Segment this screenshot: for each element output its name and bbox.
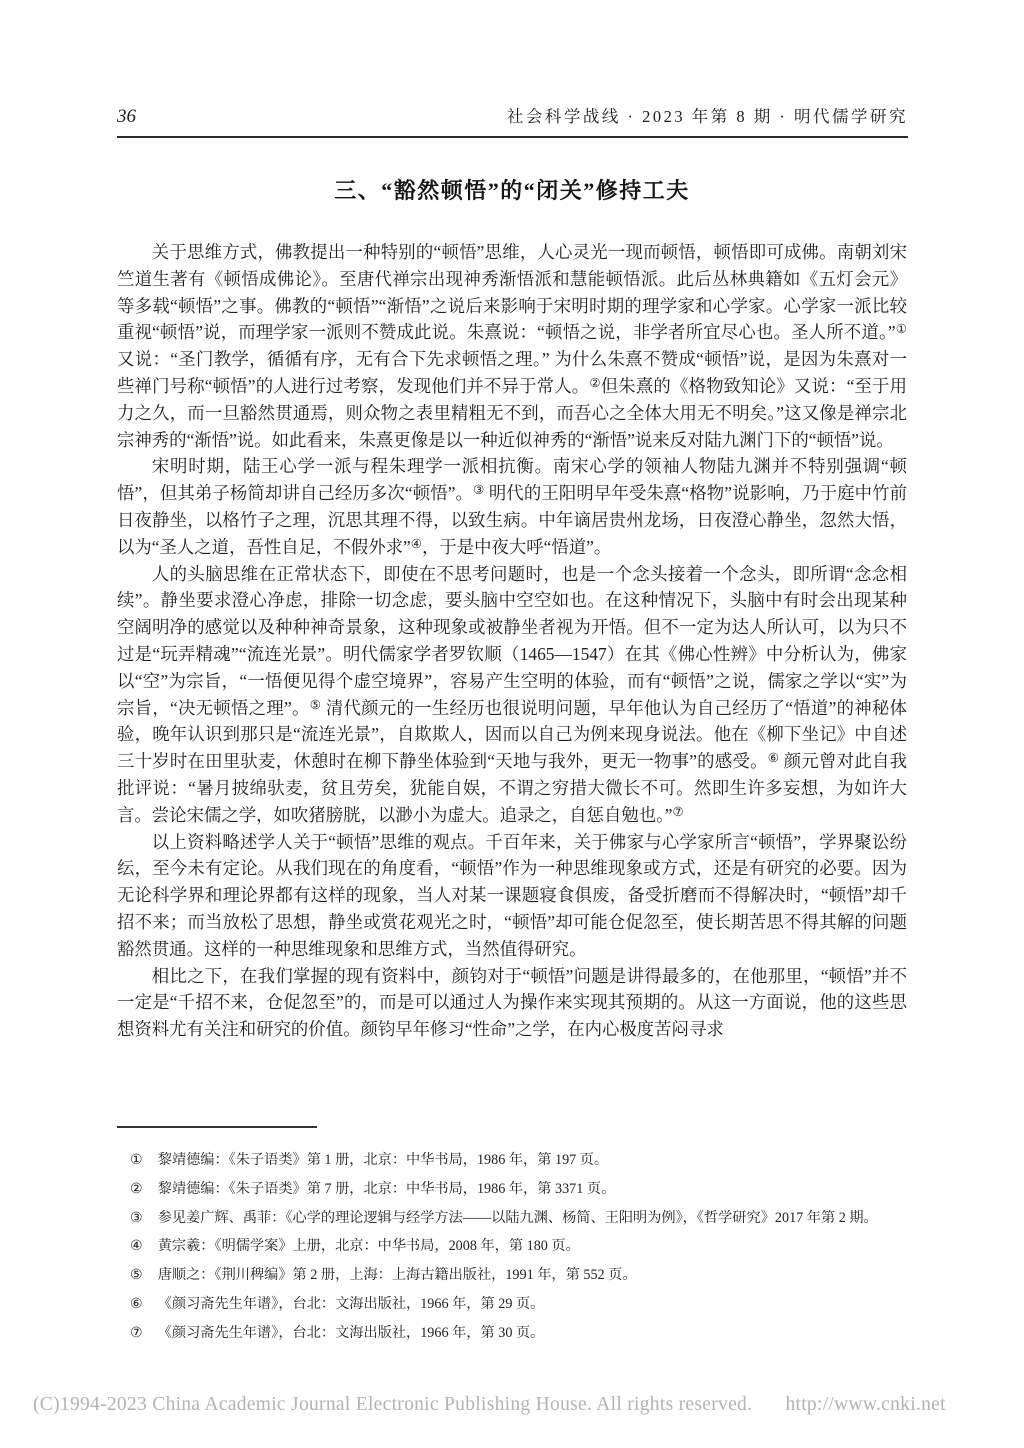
body-paragraph: 宋明时期，陆王心学一派与程朱理学一派相抗衡。南宋心学的领袖人物陆九渊并不特别强调“顿悟”，但其弟子杨简却讲自己经历多次“顿悟”。③ 明代的王阳明早年受朱熹“格物”说影响，乃于庭中竹前日夜静坐，以格竹子之理，沉思其理不得，以致生病。中年谪居贵州龙场，日夜澄心静坐，忽然大悟，以为“圣人之道，吾性自足，不假外求”④，于是中夜大呼“悟道”。	[117, 456, 907, 557]
footnote-text: 《颜习斋先生年谱》，台北：文海出版社，1966 年，第 30 页。	[157, 1324, 545, 1341]
section-title: 三、“豁然顿悟”的“闭关”修持工夫	[334, 178, 690, 203]
footnote-marker: ⑥	[130, 1295, 143, 1312]
cnki-url: http://www.cnki.net	[785, 1394, 946, 1415]
footnote-text: 参见姜广辉、禹菲：《心学的理论逻辑与经学方法——以陆九渊、杨简、王阳明为例》，《哲学研究》2017 年第 2 期。	[157, 1209, 878, 1226]
footnote-item	[130, 1261, 910, 1290]
body-paragraph: 以上资料略述学人关于“顿悟”思维的观点。千百年来，关于佛家与心学家所言“顿悟”，学界聚讼纷纭，至今未有定论。从我们现在的角度看，“顿悟”作为一种思维现象或方式，还是有研究的必要。因为无论科学界和理论界都有这样的现象，当人对某一课题寝食俱废，备受折磨而不得解决时，“顿悟”却千招不来；而当放松了思想，静坐或赏花观光之时，“顿悟”却可能仓促忽至，使长期苦思不得其解的问题豁然贯通。这样的一种思维现象和思维方式，当然值得研究。	[117, 831, 907, 959]
page-footer	[33, 1394, 994, 1416]
footnote-item	[130, 1204, 910, 1233]
footnote-separator	[117, 1126, 317, 1128]
footnote-text: 唐顺之：《荆川稗编》第 2 册，上海：上海古籍出版社，1991 年，第 552 页。	[157, 1267, 637, 1284]
footnotes-section	[130, 1146, 910, 1348]
footnote-marker: ⑤	[130, 1267, 143, 1284]
footnote-item	[130, 1290, 910, 1319]
footnote-marker: ①	[130, 1152, 143, 1168]
footnote-marker: ⑦	[130, 1324, 143, 1341]
footnote-item	[130, 1319, 910, 1348]
body-paragraph: 关于思维方式，佛教提出一种特别的“顿悟”思维，人心灵光一现而顿悟，顿悟即可成佛。南朝刘宋竺道生著有《顿悟成佛论》。至唐代禅宗出现神秀渐悟派和慧能顿悟派。此后丛林典籍如《五灯会元》等多载“顿悟”之事。佛教的“顿悟”“渐悟”之说后来影响于宋明时期的理学家和心学家。心学家一派比较重视“顿悟”说，而理学家一派则不赞成此说。朱熹说：“顿悟之说，非学者所宜尽心也。圣人所不道。”① 又说：“圣门教学，循循有序，无有合下先求顿悟之理。” 为什么朱熹不赞成“顿悟”说，是因为朱熹对一些禅门号称“顿悟”的人进行过考察，发现他们并不异于常人。②但朱熹的《格物致知论》又说：“至于用力之久，而一旦豁然贯通焉，则众物之表里精粗无不到，而吾心之全体大用无不明矣。”这又像是禅宗北宗神秀的“渐悟”说。如此看来，朱熹更像是以一种近似神秀的“渐悟”说来反对陆九渊门下的“顿悟”说。	[117, 242, 907, 450]
footnote-marker: ④	[130, 1238, 143, 1255]
footnote-text: 黄宗羲：《明儒学案》上册，北京：中华书局，2008 年，第 180 页。	[157, 1238, 580, 1255]
footnote-item	[130, 1146, 910, 1175]
article-body	[117, 239, 907, 1043]
journal-info: 社会科学战线 · 2023 年第 8 期 · 明代儒学研究	[506, 107, 908, 126]
body-paragraph: 人的头脑思维在正常状态下，即使在不思考问题时，也是一个念头接着一个念头，即所谓“念念相续”。静坐要求澄心净虑，排除一切念虑，要头脑中空空如也。在这种情况下，头脑中有时会出现某种空阔明净的感觉以及种种神奇景象，这种现象或被静坐者视为开悟。但不一定为达人所认可，以为只不过是“玩弄精魂”“流连光景”。明代儒家学者罗钦顺（1465—1547）在其《佛心性辨》中分析认为，佛家以“空”为宗旨，“一悟便见得个虚空境界”，容易产生空明的体验，而有“顿悟”之说，儒家之学以“实”为宗旨，“决无顿悟之理”。⑤ 清代颜元的一生经历也很说明问题，早年他认为自己经历了“悟道”的神秘体验，晚年认识到那只是“流连光景”，自欺欺人，因而以自己为例来现身说法。他在《柳下坐记》中自述三十岁时在田里驮麦，休憩时在柳下静坐体验到“天地与我外，更无一物事”的感受。⑥ 颜元曾对此自我批评说：“暑月披绵驮麦，贫且劳矣，犹能自娱，不谓之穷措大微长不可。然即生许多妄想，为如许大言。尝论宋儒之学，如吹猪膀胱，以渺小为虚大。追录之，自惩自勉也。”⑦	[117, 563, 907, 825]
header-rule	[117, 136, 908, 138]
footnote-text: 黎靖德编：《朱子语类》第 7 册，北京：中华书局，1986 年，第 3371 页。	[157, 1180, 616, 1197]
running-head	[117, 103, 908, 128]
footnote-text: 黎靖德编：《朱子语类》第 1 册，北京：中华书局，1986 年，第 197 页。	[157, 1152, 609, 1168]
footnote-text: 《颜习斋先生年谱》，台北：文海出版社，1966 年，第 29 页。	[157, 1295, 545, 1312]
footnote-marker: ②	[130, 1180, 143, 1197]
footnote-item	[130, 1232, 910, 1261]
page-number: 36	[117, 106, 136, 127]
footnote-item	[130, 1175, 910, 1204]
footnote-marker: ③	[130, 1209, 143, 1226]
body-paragraph: 相比之下，在我们掌握的现有资料中，颜钧对于“顿悟”问题是讲得最多的，在他那里，“顿悟”并不一定是“千招不来，仓促忽至”的，而是可以通过人为操作来实现其预期的。从这一方面说，他的这些思想资料尤有关注和研究的价值。颜钧早年修习“性命”之学，在内心极度苦闷寻求	[117, 965, 907, 1040]
copyright-notice: (C)1994-2023 China Academic Journal Electronic Publishing House. All rights reserved.	[33, 1394, 753, 1415]
